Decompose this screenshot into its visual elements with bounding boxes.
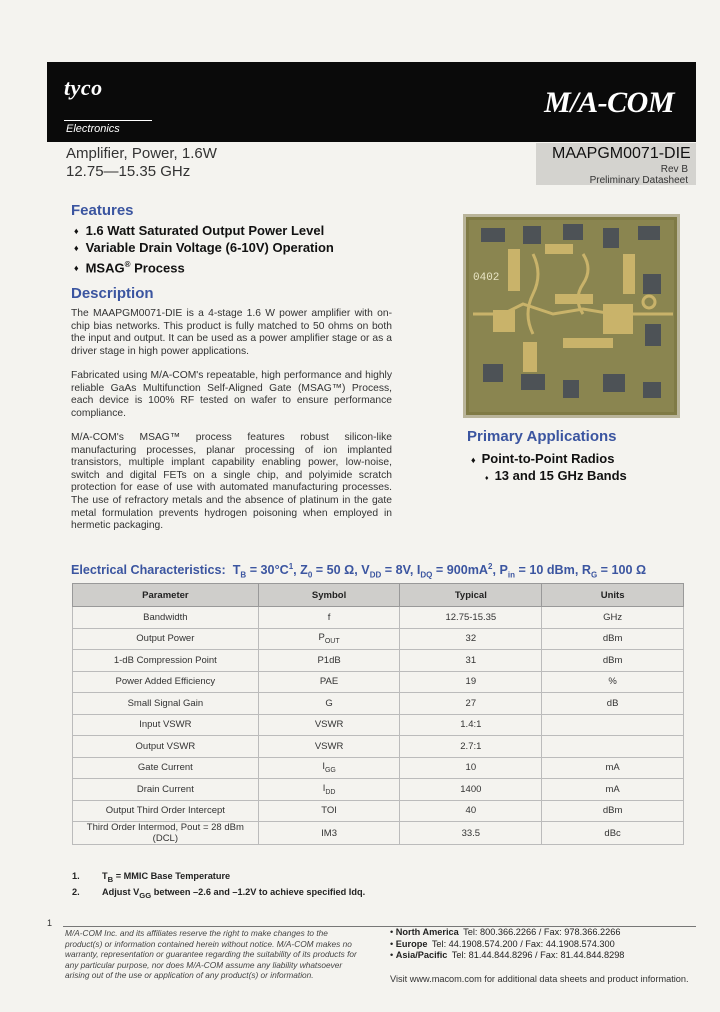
table-row — [73, 822, 684, 845]
symbol-text: f — [327, 611, 331, 623]
typical-cell: 1.4:1 — [400, 714, 542, 736]
z0-symbol: , Z — [293, 563, 308, 578]
footnotes — [72, 870, 365, 902]
symbol-cell — [258, 628, 400, 650]
table-row — [73, 628, 684, 650]
table-row — [73, 714, 684, 736]
header-banner — [47, 62, 696, 142]
table-row — [73, 671, 684, 693]
pin-value: = 10 dBm, — [515, 563, 582, 578]
region-phone: Tel: 81.44.844.8296 / Fax: 81.44.844.8298 — [451, 950, 625, 961]
revision: Rev B — [660, 164, 688, 175]
footnote-ref: 2 — [488, 562, 493, 571]
units-cell: GHz — [542, 607, 684, 629]
column-header: Units — [542, 584, 684, 607]
units-cell — [542, 714, 684, 736]
symbol-text: I — [322, 761, 325, 773]
param-cell: 1-dB Compression Point — [73, 650, 259, 672]
param-cell: Gate Current — [73, 757, 259, 779]
units-cell: % — [542, 671, 684, 693]
rg-value: = 100 Ω — [597, 563, 647, 578]
description-paragraph: The MAAPGM0071-DIE is a 4-stage 1.6 W power amplifier with on-chip bias networks. This product is fully matched to 50 ohms on both the input and output. It can be used as a power amplifier stage or as a driver stage in high power applications. — [71, 308, 392, 357]
units-cell: dBm — [542, 628, 684, 650]
symbol-cell — [258, 800, 400, 822]
symbol-text: TOI — [321, 805, 337, 817]
table-row — [73, 607, 684, 629]
symbol-cell — [258, 650, 400, 672]
param-cell: Input VSWR — [73, 714, 259, 736]
table-body — [73, 607, 684, 845]
pin-subscript: in — [507, 570, 515, 580]
symbol-text: G — [325, 697, 333, 709]
application-subitem: ♦ 13 and 15 GHz Bands — [471, 468, 627, 487]
idq-symbol: I — [416, 563, 421, 578]
table-row — [73, 757, 684, 779]
features-list — [74, 223, 334, 277]
column-header: Parameter — [73, 584, 259, 607]
symbol-text: PAE — [319, 676, 339, 688]
symbol-cell — [258, 822, 400, 845]
rg-symbol: R — [581, 563, 591, 578]
symbol-subscript: DD — [325, 788, 336, 796]
feature-item — [74, 257, 334, 277]
symbol-cell — [258, 693, 400, 715]
tb-value: = 30°C — [246, 563, 289, 578]
idq-value: = 900mA — [432, 563, 489, 578]
contact-asia-pacific: • Asia/Pacific Tel: 81.44.844.8296 / Fax: 81.44.844.8298 — [390, 950, 625, 961]
region-label: North America — [395, 927, 459, 937]
tb-symbol: T — [232, 563, 241, 578]
contact-list — [390, 927, 624, 962]
typical-cell: 31 — [400, 650, 542, 672]
column-header: Typical — [400, 584, 542, 607]
vdd-subscript: DD — [369, 570, 382, 580]
footnote-ref: 1 — [288, 562, 294, 571]
typical-cell: 2.7:1 — [400, 736, 542, 758]
symbol-cell — [258, 779, 400, 801]
table-row — [73, 779, 684, 801]
idq-subscript: DQ — [420, 570, 433, 580]
footnote-number: 1. — [72, 871, 80, 881]
param-cell: Output Third Order Intercept — [73, 800, 259, 822]
contact-north-america: • North America Tel: 800.366.2266 / Fax: 978.366.2266 — [390, 927, 621, 937]
typical-cell: 12.75-15.35 — [400, 607, 542, 629]
region-label: Europe — [395, 938, 428, 949]
website-note: Visit www.macom.com for additional data sheets and product information. — [390, 974, 689, 984]
units-cell: dBm — [542, 800, 684, 822]
footnote-2 — [72, 886, 365, 902]
part-number-box — [536, 143, 696, 185]
tb-subscript: B — [240, 570, 247, 580]
tyco-wordmark: tyco — [64, 75, 103, 100]
macom-logo: M/A-COM — [544, 86, 674, 119]
datasheet-status: Preliminary Datasheet — [589, 175, 688, 186]
typical-cell: 32 — [400, 628, 542, 650]
symbol-cell — [258, 714, 400, 736]
msag-label: MSAG — [85, 260, 125, 276]
applications-heading: Primary Applications — [467, 428, 617, 445]
contact-europe: • Europe Tel: 44.1908.574.200 / Fax: 44.1908.574.300 — [390, 938, 615, 949]
rg-subscript: G — [590, 570, 598, 580]
param-cell: Output VSWR — [73, 736, 259, 758]
symbol-subscript: GG — [324, 767, 336, 775]
footnote-text: = MMIC Base Temperature — [113, 871, 231, 881]
footnote-text: T — [102, 871, 108, 881]
page-number: 1 — [47, 918, 53, 928]
symbol-cell — [258, 757, 400, 779]
param-cell: Power Added Efficiency — [73, 671, 259, 693]
pin-symbol: , P — [492, 563, 508, 578]
z0-value: = 50 Ω, — [312, 563, 362, 578]
typical-cell: 33.5 — [400, 822, 542, 845]
features-heading: Features — [71, 202, 134, 219]
registered-mark: ® — [124, 260, 131, 269]
product-title-line1: Amplifier, Power, 1.6W — [66, 145, 217, 162]
region-label: Asia/Pacific — [395, 950, 448, 961]
symbol-text: I — [322, 782, 326, 794]
footnote-subscript: B — [107, 874, 114, 884]
param-cell: Output Power — [73, 628, 259, 650]
units-cell: mA — [542, 757, 684, 779]
param-cell: Bandwidth — [73, 607, 259, 629]
application-item: ♦ Point-to-Point Radios — [471, 451, 627, 468]
symbol-text: IM3 — [321, 827, 337, 839]
tyco-underline — [64, 120, 152, 121]
typical-cell: 40 — [400, 800, 542, 822]
process-label: Process — [130, 260, 185, 276]
description-heading: Description — [71, 285, 154, 302]
symbol-text: VSWR — [314, 719, 344, 731]
description-paragraph: Fabricated using M/A-COM's repeatable, high performance and highly reliable GaAs Multifunction Self-Aligned Gate (MSAG™) Process, each device is 100% RF tested on wafer to ensure performance compliance. — [71, 370, 392, 419]
typical-cell: 1400 — [400, 779, 542, 801]
tyco-subtitle: Electronics — [66, 123, 120, 135]
die-photo — [463, 214, 680, 418]
symbol-cell — [258, 671, 400, 693]
param-cell: Small Signal Gain — [73, 693, 259, 715]
table-header-row — [73, 584, 684, 607]
table-row — [73, 800, 684, 822]
tyco-logo — [64, 75, 120, 135]
symbol-cell — [258, 607, 400, 629]
product-title-line2: 12.75—15.35 GHz — [66, 163, 191, 180]
symbol-cell — [258, 736, 400, 758]
part-number: MAAPGM0071-DIE — [552, 145, 691, 162]
param-cell: Third Order Intermod, Pout = 28 dBm (DCL) — [73, 822, 259, 845]
units-cell: dBc — [542, 822, 684, 845]
units-cell — [542, 736, 684, 758]
electrical-spec-table — [72, 583, 684, 845]
table-row — [73, 693, 684, 715]
die-layout-graphic — [463, 214, 680, 418]
electrical-conditions — [71, 562, 646, 580]
region-phone: Tel: 44.1908.574.200 / Fax: 44.1908.574.300 — [431, 938, 615, 949]
symbol-subscript: OUT — [324, 638, 340, 646]
table-row — [73, 650, 684, 672]
units-cell: dBm — [542, 650, 684, 672]
z0-subscript: 0 — [307, 570, 313, 580]
die-marking: 0402 — [473, 272, 500, 284]
footnote-text: Adjust V — [102, 886, 140, 897]
vdd-symbol: V — [361, 563, 370, 578]
vdd-value: = 8V, — [381, 563, 417, 578]
typical-cell: 27 — [400, 693, 542, 715]
param-cell: Drain Current — [73, 779, 259, 801]
region-phone: Tel: 800.366.2266 / Fax: 978.366.2266 — [463, 927, 621, 937]
product-title — [66, 145, 217, 181]
electrical-label: Electrical Characteristics: — [71, 563, 226, 578]
footnote-text: between –2.6 and –1.2V to achieve specified Idq. — [151, 886, 366, 897]
column-header: Symbol — [258, 584, 400, 607]
feature-item: ♦ 1.6 Watt Saturated Output Power Level — [74, 223, 334, 240]
feature-item: ♦ Variable Drain Voltage (6-10V) Operation — [74, 240, 334, 257]
footnote-1 — [72, 870, 365, 886]
symbol-text: P1dB — [317, 654, 341, 666]
applications-list — [471, 451, 627, 487]
typical-cell: 19 — [400, 671, 542, 693]
symbol-text: VSWR — [314, 740, 344, 752]
footnote-subscript: GG — [139, 890, 152, 900]
legal-disclaimer: M/A-COM Inc. and its affiliates reserve the right to make changes to the product(s) or information contained herein without notice. M/A-COM makes no warranty, representation or guarantee regarding the suitability of its products for any particular purpose, nor does M/A-COM assume any liability whatsoever arising out of the use or application of any product(s) or information. — [65, 928, 357, 980]
units-cell: dB — [542, 693, 684, 715]
description-paragraph: M/A-COM's MSAG™ process features robust silicon-like manufacturing processes, planar processing of ion implanted transistors, multiple implant capability enabling power, low-noise, switch and digital FETs on a single chip, and polyimide scratch protection for ease of use with automated manufacturing processes. The use of refractory metals and the absence of platinum in the gate metal formulation prevents hydrogen poisoning when employed in hermetic packaging. — [71, 432, 392, 532]
symbol-text: P — [318, 632, 325, 644]
table-row — [73, 736, 684, 758]
units-cell: mA — [542, 779, 684, 801]
typical-cell: 10 — [400, 757, 542, 779]
footnote-number: 2. — [72, 886, 80, 897]
